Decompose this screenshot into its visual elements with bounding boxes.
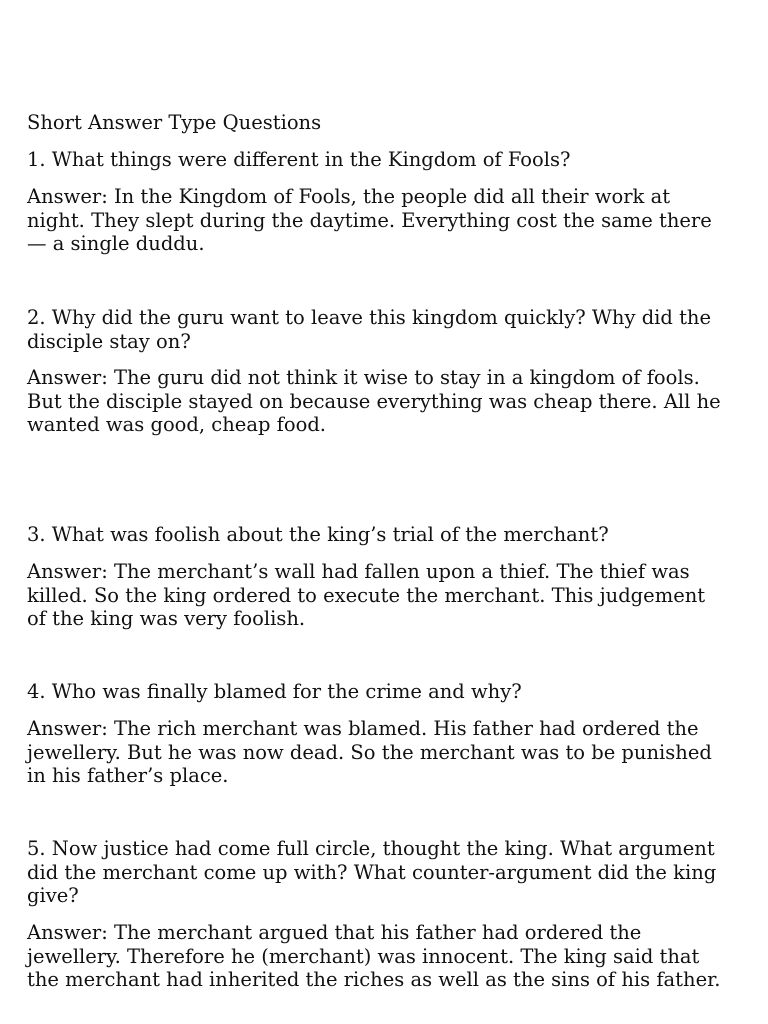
question-4: 4. Who was finally blamed for the crime and why? [27,680,522,703]
question-2: 2. Why did the guru want to leave this kingdom quickly? Why did the disciple stay on? [27,306,712,353]
answer-2: Answer: The guru did not think it wise to stay in a kingdom of fools. But the disciple stayed on because everything was cheap there. All he wanted was good, cheap food. [27,366,721,436]
answer-3: Answer: The merchant’s wall had fallen upon a thief. The thief was killed. So the king ordered to execute the merchant. This judgement of the king was very foolish. [27,560,706,630]
question-5: 5. Now justice had come full circle, thought the king. What argument did the merchant come up with? What counter-argument did the king give? [27,837,717,907]
question-3: 3. What was foolish about the king’s trial of the merchant? [27,523,609,546]
answer-5: Answer: The merchant argued that his father had ordered the jewellery. Therefore he (merchant) was innocent. The king said that the merchant had inherited the riches as well as the sins of his father. [27,921,721,991]
section-heading: Short Answer Type Questions [27,111,322,134]
answer-1: Answer: In the Kingdom of Fools, the people did all their work at night. They slept during the daytime. Everything cost the same there — a single duddu. [27,185,712,255]
question-1: 1. What things were different in the Kingdom of Fools? [27,148,571,171]
answer-4: Answer: The rich merchant was blamed. His father had ordered the jewellery. But he was now dead. So the merchant was to be punished in his father’s place. [27,717,712,787]
